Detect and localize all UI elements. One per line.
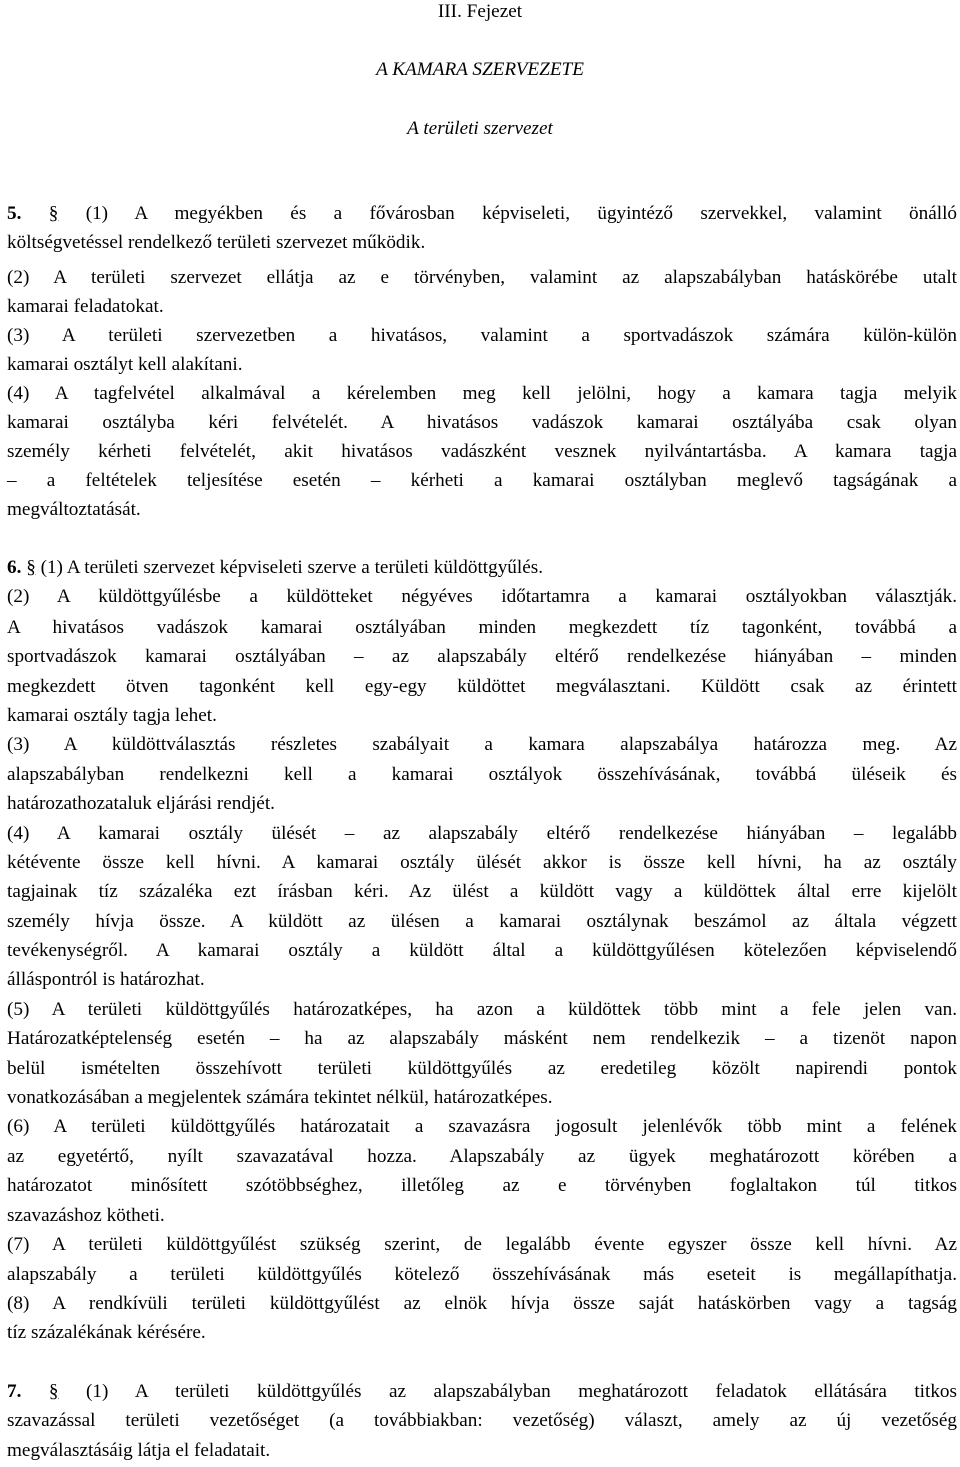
section-line: (3) A területi szervezetben a hivatásos, valamint a sportvadászok számára külön-külön [7,325,957,346]
section-line: (1) A területi küldöttgyűlés az alapszabályban meghatározott feladatok ellátására titkos [58,1381,957,1402]
section-line: (1) A területi szervezet képviseleti szerve a területi küldöttgyűlés. [35,557,544,578]
section-line: kamarai osztályba kéri felvételét. A hivatásos vadászok kamarai osztályába csak olyan [7,412,957,433]
section-6-first-line [7,556,957,580]
section-line: szavazással területi vezetőséget (a továbbiakban: vezetőség) választ, amely az új vezetőség [7,1410,957,1431]
section-number: 7. [7,1381,22,1402]
section-line: álláspontról is határozhat. [7,969,205,990]
section-number: 6. [7,557,22,578]
section-line: belül ismételten összehívott területi küldöttgyűlés az eredetileg közölt napirendi pontok [7,1058,957,1079]
section-line: alapszabály a területi küldöttgyűlés kötelező összehívásának más eseteit is megállapíthatja. [7,1264,957,1285]
paragraph-sign: § [48,203,59,224]
section-number: 5. [7,203,22,224]
section-line: Határozatképtelenség esetén – ha az alapszabály másként nem rendelkezik – a tizenöt napon [7,1028,957,1049]
section-line: alapszabályban rendelkezni kell a kamarai osztályok összehívásának, továbbá üléseik és [7,764,957,785]
section-line: az egyetértő, nyílt szavazatával hozza. Alapszabály az ügyek meghatározott körében a [7,1146,957,1167]
section-line: (1) A megyékben és a fővárosban képviseleti, ügyintéző szervekkel, valamint önálló [58,203,958,224]
section-line: megkezdett ötven tagonként kell egy-egy küldöttet megválasztani. Küldött csak az érintett [7,676,957,697]
section-line: személy kérheti felvételét, akit hivatásos vadászként vesznek nyilvántartásba. A kamara tagja [7,441,957,462]
section-line: sportvadászok kamarai osztályában – az alapszabály eltérő rendelkezése hiányában – minden [7,646,957,667]
section-line: kamarai feladatokat. [7,296,164,317]
section-line: szavazáshoz kötheti. [7,1205,165,1226]
section-line: (7) A területi küldöttgyűlést szükség szerint, de legalább évente egyszer össze kell hívni. Az [7,1234,957,1255]
section-line: költségvetéssel rendelkező területi szervezet működik. [7,232,426,253]
section-line: (2) A küldöttgyűlésbe a küldötteket négyéves időtartamra a kamarai osztályokban választják. [7,586,957,607]
chapter-label: III. Fejezet [437,1,523,22]
section-line: kamarai osztály tagja lehet. [7,705,217,726]
section-line: kamarai osztályt kell alakítani. [7,354,243,375]
paragraph-sign: § [26,557,36,578]
section-5-first-line [7,202,957,226]
paragraph-sign: § [48,1381,59,1402]
section-line: tevékenységről. A kamarai osztály a küldött által a küldöttgyűlésen kötelezően képviselendő [7,940,957,961]
section-line: A hivatásos vadászok kamarai osztályában minden megkezdett tíz tagonként, továbbá a [7,617,957,638]
section-line: (6) A területi küldöttgyűlés határozatait a szavazásra jogosult jelenlévők több mint a felének [7,1116,957,1137]
section-line: határozatot minősített szótöbbséghez, illetőleg az e törvényben foglaltakon túl titkos [7,1175,957,1196]
section-line: megváltoztatását. [7,499,141,520]
section-line: – a feltételek teljesítése esetén – kérheti a kamarai osztályban meglevő tagságának a [7,470,957,491]
section-line: határozathozataluk eljárási rendjét. [7,793,275,814]
chapter-title: A KAMARA SZERVEZETE [376,59,584,80]
section-line: személy hívja össze. A küldött az ülésen a kamarai osztálynak beszámol az általa végzett [7,911,957,932]
section-line: (4) A kamarai osztály ülését – az alapszabály eltérő rendelkezése hiányában – legalább [7,823,957,844]
section-line: tíz százalékának kérésére. [7,1322,206,1343]
section-line: (3) A küldöttválasztás részletes szabályait a kamara alapszabálya határozza meg. Az [7,734,957,755]
section-line: megválasztásáig látja el feladatait. [7,1440,271,1461]
section-line: kétévente össze kell hívni. A kamarai osztály ülését akkor is össze kell hívni, ha az osztály [7,852,957,873]
section-line: (2) A területi szervezet ellátja az e törvényben, valamint az alapszabályban hatáskörébe utalt [7,267,957,288]
section-7-first-line [7,1380,957,1404]
section-line: vonatkozásában a megjelentek számára tekintet nélkül, határozatképes. [7,1087,553,1108]
section-line: tagjainak tíz százaléka ezt írásban kéri. Az ülést a küldött vagy a küldöttek által erre kijelölt [7,881,957,902]
chapter-subtitle: A területi szervezet [407,118,553,139]
section-line: (4) A tagfelvétel alkalmával a kérelemben meg kell jelölni, hogy a kamara tagja melyik [7,383,957,404]
section-line: (5) A területi küldöttgyűlés határozatképes, ha azon a küldöttek több mint a fele jelen van. [7,999,957,1020]
section-line: (8) A rendkívüli területi küldöttgyűlést az elnök hívja össze saját hatáskörben vagy a tagság [7,1293,957,1314]
